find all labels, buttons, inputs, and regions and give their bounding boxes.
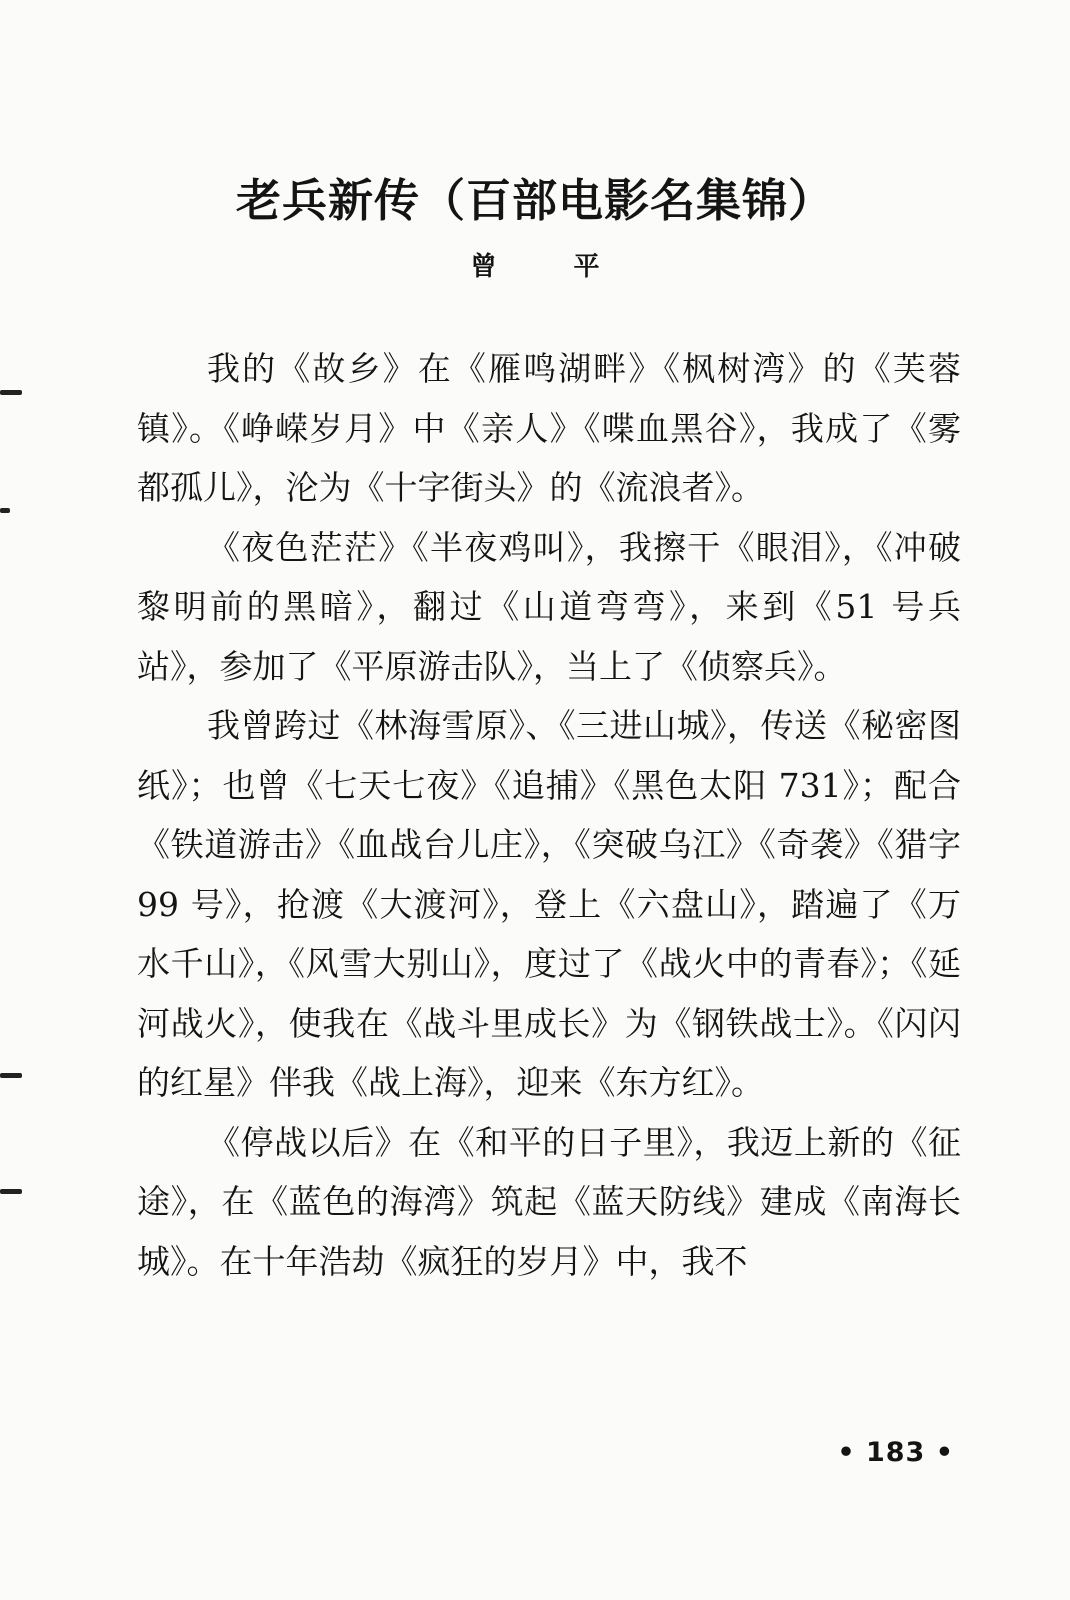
scan-margin-mark: [0, 508, 10, 513]
paragraph: 我曾跨过《林海雪原》、《三进山城》，传送《秘密图纸》；也曾《七天七夜》《追捕》《黑色太阳 731》；配合《铁道游击》《血战台儿庄》，《突破乌江》《奇袭》《猎字 99 号》，抢渡《大渡河》，登上《六盘山》，踏遍了《万水千山》，《风雪大别山》，度过了《战火中的青春》；《延河战火》，使我在《战斗里成长》为《钢铁战士》。《闪闪的红星》伴我《战上海》，迎来《东方红》。: [137, 706, 961, 1102]
paragraph: 《夜色茫茫》《半夜鸡叫》，我擦干《眼泪》，《冲破黎明前的黑暗》，翻过《山道弯弯》，来到《51 号兵站》，参加了《平原游击队》，当上了《侦察兵》。: [137, 527, 961, 686]
scan-margin-mark: [0, 1073, 22, 1078]
scan-margin-mark: [0, 390, 22, 395]
article-title: 老兵新传（百部电影名集锦）: [235, 174, 834, 227]
article-body: [137, 339, 961, 1291]
scan-margin-mark: [0, 1189, 22, 1194]
paragraph: 《停战以后》在《和平的日子里》，我迈上新的《征途》，在《蓝色的海湾》筑起《蓝天防线》建成《南海长城》。在十年浩劫《疯狂的岁月》中，我不: [137, 1122, 961, 1281]
author-name: 曾 平: [470, 252, 634, 282]
page-number: • 183 •: [837, 1437, 954, 1468]
paragraph: 我的《故乡》在《雁鸣湖畔》《枫树湾》的《芙蓉镇》。《峥嵘岁月》中《亲人》《喋血黑谷》，我成了《雾都孤儿》，沦为《十字街头》的《流浪者》。: [137, 349, 961, 507]
